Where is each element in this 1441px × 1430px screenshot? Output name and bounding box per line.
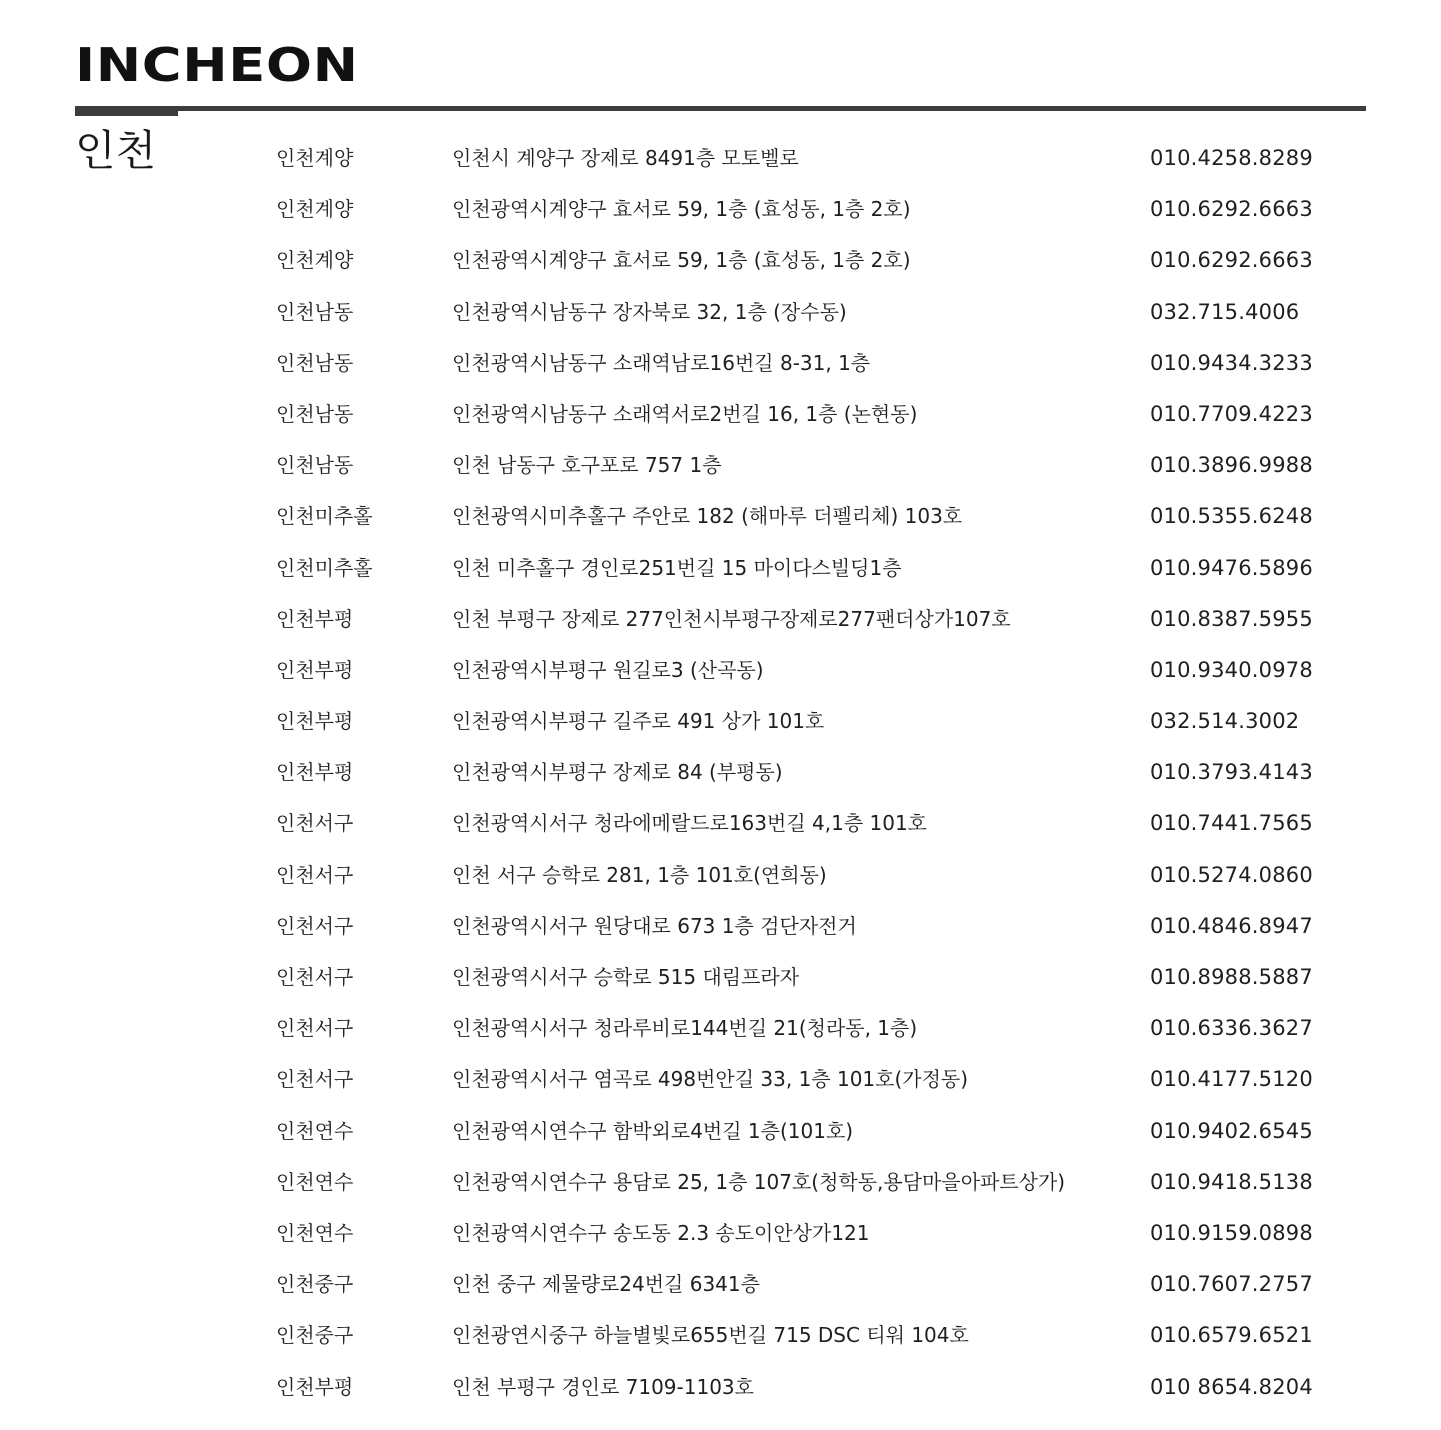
phone-number: 010.7607.2757: [1150, 1272, 1313, 1297]
title-divider: [75, 106, 1366, 111]
address-text: 인천광역시연수구 함박외로4번길 1층(101호): [452, 1118, 854, 1143]
list-item: [0, 496, 1441, 547]
phone-number: 010.5274.0860: [1150, 862, 1313, 887]
list-item: [0, 855, 1441, 906]
region-label: 인천계양: [276, 197, 354, 222]
address-text: 인천광역시계양구 효서로 59, 1층 (효성동, 1층 2호): [452, 197, 911, 222]
phone-number: 010.9434.3233: [1150, 350, 1313, 375]
phone-number: 010.3896.9988: [1150, 453, 1313, 478]
region-label: 인천서구: [276, 862, 354, 887]
region-label: 인천부평: [276, 606, 354, 631]
list-item: [0, 957, 1441, 1008]
address-text: 인천광역시남동구 장자북로 32, 1층 (장수동): [452, 299, 847, 324]
list-item: [0, 1213, 1441, 1264]
address-text: 인천광역시부평구 원길로3 (산곡동): [452, 657, 764, 682]
list-item: [0, 138, 1441, 189]
list-item: [0, 445, 1441, 496]
address-text: 인천광역시서구 승학로 515 대림프라자: [452, 965, 800, 989]
address-text: 인천 서구 승학로 281, 1층 101호(연희동): [452, 862, 827, 887]
list-item: [0, 752, 1441, 803]
phone-number: 010.4258.8289: [1150, 146, 1313, 170]
list-item: [0, 1367, 1441, 1418]
phone-number: 010.6579.6521: [1150, 1323, 1313, 1348]
region-label: 인천연수: [276, 1220, 354, 1245]
list-item: [0, 292, 1441, 343]
address-text: 인천광역시계양구 효서로 59, 1층 (효성동, 1층 2호): [452, 248, 911, 273]
list-item: [0, 1059, 1441, 1110]
phone-number: 010.7709.4223: [1150, 401, 1313, 426]
region-label: 인천남동: [276, 299, 354, 324]
list-item: [0, 1264, 1441, 1315]
address-text: 인천광역시서구 염곡로 498번안길 33, 1층 101호(가정동): [452, 1067, 969, 1092]
list-item: [0, 906, 1441, 957]
phone-number: 032.715.4006: [1150, 299, 1300, 324]
page-subtitle: 인천: [75, 126, 157, 175]
phone-number: 010.9402.6545: [1150, 1118, 1313, 1143]
region-label: 인천중구: [276, 1323, 354, 1348]
region-label: 인천서구: [276, 1016, 354, 1041]
address-text: 인천 부평구 경인로 7109-1103호: [452, 1374, 754, 1399]
list-item: [0, 803, 1441, 854]
list-item: [0, 701, 1441, 752]
list-item: [0, 650, 1441, 701]
region-label: 인천남동: [276, 401, 354, 426]
phone-number: 010.8988.5887: [1150, 965, 1313, 989]
region-label: 인천남동: [276, 453, 354, 478]
address-text: 인천 중구 제물량로24번길 6341층: [452, 1272, 760, 1297]
region-label: 인천서구: [276, 1067, 354, 1092]
list-item: [0, 1111, 1441, 1162]
list-item: [0, 240, 1441, 291]
address-text: 인천광역시서구 청라에메랄드로163번길 4,1층 101호: [452, 811, 927, 836]
address-text: 인천광역시서구 청라루비로144번길 21(청라동, 1층): [452, 1016, 918, 1041]
phone-number: 010.4846.8947: [1150, 913, 1313, 938]
region-label: 인천계양: [276, 248, 354, 273]
phone-number: 010.4177.5120: [1150, 1067, 1313, 1092]
address-text: 인천광역시남동구 소래역서로2번길 16, 1층 (논현동): [452, 401, 918, 426]
address-text: 인천광역시미추홀구 주안로 182 (해마루 더펠리체) 103호: [452, 504, 963, 529]
list-item: [0, 1162, 1441, 1213]
region-label: 인천미추홀: [276, 504, 373, 529]
phone-number: 010.9159.0898: [1150, 1220, 1313, 1245]
region-label: 인천서구: [276, 811, 354, 836]
address-text: 인천광역시연수구 용담로 25, 1층 107호(청학동,용담마을아파트상가): [452, 1169, 1066, 1194]
phone-number: 010.6292.6663: [1150, 197, 1313, 222]
region-label: 인천부평: [276, 657, 354, 682]
region-label: 인천계양: [276, 146, 354, 170]
phone-number: 010.7441.7565: [1150, 811, 1313, 836]
list-item: [0, 394, 1441, 445]
list-item: [0, 189, 1441, 240]
phone-number: 010.6292.6663: [1150, 248, 1313, 273]
address-text: 인천광역시남동구 소래역남로16번길 8-31, 1층: [452, 350, 871, 375]
region-label: 인천연수: [276, 1118, 354, 1143]
phone-number: 010.9476.5896: [1150, 555, 1313, 580]
phone-number: 032.514.3002: [1150, 709, 1300, 734]
phone-number: 010.8387.5955: [1150, 606, 1313, 631]
phone-number: 010.5355.6248: [1150, 504, 1313, 529]
region-label: 인천연수: [276, 1169, 354, 1194]
list-item: [0, 599, 1441, 650]
address-text: 인천광역시부평구 길주로 491 상가 101호: [452, 709, 825, 734]
list-item: [0, 343, 1441, 394]
address-text: 인천시 계양구 장제로 8491층 모토벨로: [452, 146, 799, 170]
phone-number: 010.3793.4143: [1150, 760, 1313, 785]
phone-number: 010.9340.0978: [1150, 657, 1313, 682]
region-label: 인천부평: [276, 1374, 354, 1399]
address-text: 인천광역시서구 원당대로 673 1층 검단자전거: [452, 913, 857, 938]
address-text: 인천광연시중구 하늘별빛로655번길 715 DSC 티워 104호: [452, 1323, 969, 1348]
phone-number: 010.6336.3627: [1150, 1016, 1313, 1041]
list-item: [0, 1008, 1441, 1059]
address-text: 인천 미추홀구 경인로251번길 15 마이다스빌딩1층: [452, 555, 902, 580]
region-label: 인천부평: [276, 760, 354, 785]
address-text: 인천광역시부평구 장제로 84 (부평동): [452, 760, 783, 785]
phone-number: 010.9418.5138: [1150, 1169, 1313, 1194]
address-text: 인천 부평구 장제로 277인천시부평구장제로277팬더상가107호: [452, 606, 1011, 631]
region-label: 인천미추홀: [276, 555, 373, 580]
title-divider-accent: [75, 111, 178, 116]
region-label: 인천부평: [276, 709, 354, 734]
region-label: 인천서구: [276, 913, 354, 938]
region-label: 인천중구: [276, 1272, 354, 1297]
region-label: 인천남동: [276, 350, 354, 375]
address-text: 인천광역시연수구 송도동 2.3 송도이안상가121: [452, 1220, 870, 1245]
page-title: INCHEON: [75, 38, 359, 92]
phone-number: 010 8654.8204: [1150, 1374, 1313, 1399]
region-label: 인천서구: [276, 965, 354, 989]
dealer-list: [0, 138, 1441, 1418]
list-item: [0, 1315, 1441, 1366]
list-item: [0, 548, 1441, 599]
address-text: 인천 남동구 호구포로 757 1층: [452, 453, 722, 478]
